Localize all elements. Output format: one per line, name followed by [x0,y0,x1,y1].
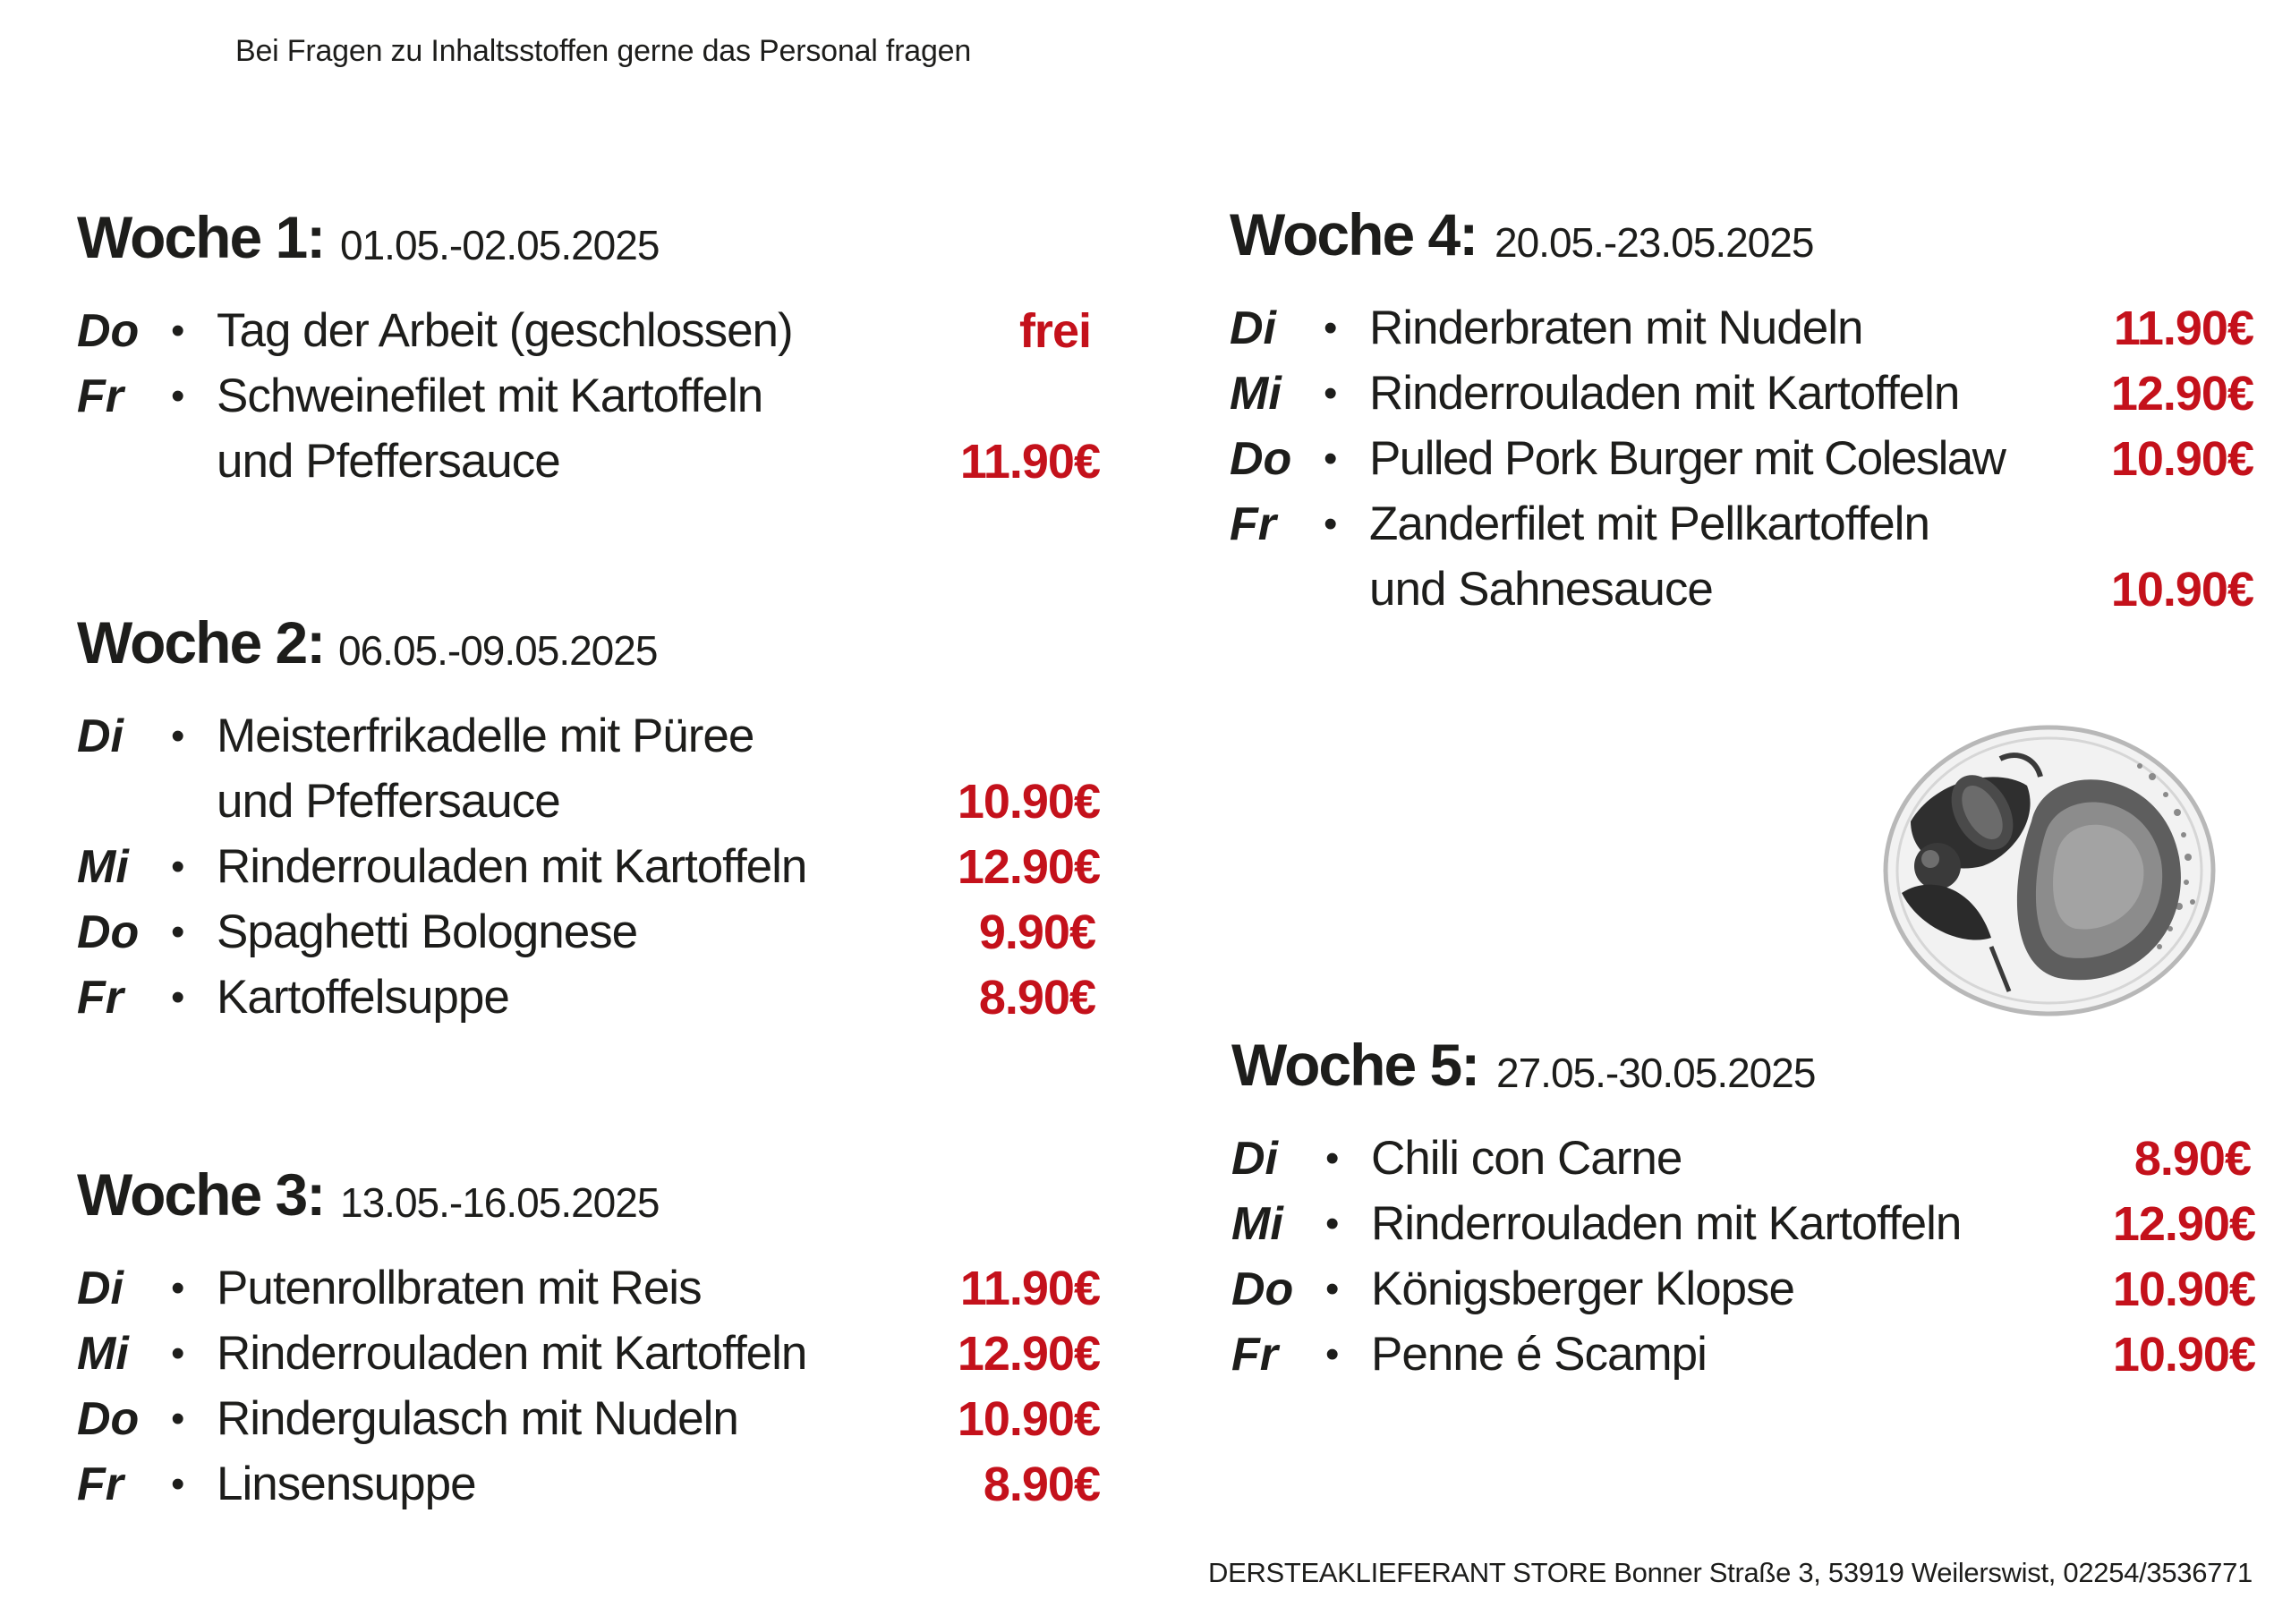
dish-name: Putenrollbraten mit Reis [217,1262,702,1314]
weekday-label: Fr [77,972,123,1024]
allergen-notice: Bei Fragen zu Inhaltsstoffen gerne das Personal fragen [235,34,972,68]
menu-row [77,365,1100,430]
weekday-label: Fr [77,1458,123,1510]
weekday-label: Mi [77,841,129,893]
menu-row [1230,428,2253,493]
weekday-label: Di [77,1263,123,1314]
dish-name: Zanderfilet mit Pellkartoffeln [1369,497,1929,550]
menu-row [1231,1323,2255,1389]
bullet-icon: • [1325,1202,1340,1246]
dish-price: frei [1018,304,1091,358]
week-date-range: 20.05.-23.05.2025 [1495,219,1814,266]
bullet-icon: • [1324,371,1338,415]
menu-row [77,836,1100,901]
dish-price: 12.90€ [2110,367,2253,421]
bullet-icon: • [171,1462,185,1506]
weekday-label: Fr [77,370,123,422]
week-header [1230,199,2253,297]
bullet-icon: • [1324,306,1338,350]
dish-name: Königsberger Klopse [1371,1263,1795,1315]
bullet-icon: • [171,1266,185,1310]
bullet-icon: • [171,975,185,1019]
dish-price: 11.90€ [959,435,1100,489]
dish-name: Rinderrouladen mit Kartoffeln [217,1327,807,1380]
weekday-label: Mi [1230,368,1282,420]
bullet-icon: • [1325,1267,1340,1311]
week-header [77,607,1100,705]
week-date-range: 06.05.-09.05.2025 [338,627,658,674]
menu-row [1230,297,2253,362]
menu-row-continuation [1230,558,2253,624]
bullet-icon: • [171,374,185,418]
bullet-icon: • [171,845,185,889]
weekday-label: Do [77,305,140,357]
weekday-label: Mi [77,1328,129,1380]
bullet-icon: • [171,714,185,758]
dish-name: Rindergulasch mit Nudeln [217,1392,738,1445]
bullet-icon: • [1324,502,1338,546]
week-4-section [1230,199,2253,624]
bullet-icon: • [1325,1136,1340,1180]
dish-name: und Pfeffersauce [217,435,560,488]
week-3-section [77,1159,1100,1518]
dish-name: Spaghetti Bolognese [217,906,638,958]
dish-price: 12.90€ [957,840,1100,894]
weekday-label: Di [1230,302,1276,354]
weekday-label: Do [77,906,140,958]
week-date-range: 27.05.-30.05.2025 [1496,1050,1816,1096]
dish-price: 12.90€ [2112,1197,2255,1251]
dish-name: und Pfeffersauce [217,775,560,828]
bullet-icon: • [1324,437,1338,480]
week-title: Woche 3: [77,1161,325,1228]
menu-row [1230,493,2253,558]
menu-row [1231,1127,2255,1193]
dish-name: Rinderbraten mit Nudeln [1369,302,1863,354]
dish-name: Linsensuppe [217,1458,476,1510]
plate-with-steak-icon [1875,723,2219,1018]
weekday-label: Mi [1231,1198,1283,1250]
dish-price: 10.90€ [957,1392,1100,1446]
dish-price: 10.90€ [957,775,1100,829]
dish-name: Rinderrouladen mit Kartoffeln [217,840,807,893]
dish-name: Meisterfrikadelle mit Püree [217,710,754,762]
menu-row [77,300,1100,365]
week-title: Woche 1: [77,204,325,270]
menu-row [77,1453,1100,1518]
dish-name: Penne é Scampi [1371,1328,1707,1381]
dish-name: Schweinefilet mit Kartoffeln [217,370,763,422]
week-1-section [77,201,1100,496]
menu-row [77,1322,1100,1388]
weekday-label: Fr [1230,498,1276,550]
dish-name: und Sahnesauce [1369,563,1713,616]
weekday-label: Do [1230,433,1292,485]
dish-price: 11.90€ [959,1262,1100,1315]
dish-price: 9.90€ [978,906,1095,959]
bullet-icon: • [1325,1332,1340,1376]
week-header [77,201,1100,300]
menu-row [1231,1193,2255,1258]
menu-row [1231,1258,2255,1323]
week-5-section [1231,1029,2255,1389]
week-date-range: 13.05.-16.05.2025 [340,1179,660,1226]
dish-name: Rinderrouladen mit Kartoffeln [1369,367,1960,420]
bullet-icon: • [171,1331,185,1375]
bullet-icon: • [171,1397,185,1441]
menu-row [77,901,1100,966]
dish-name: Chili con Carne [1371,1132,1682,1185]
dish-price: 8.90€ [2133,1132,2251,1186]
store-address-footer: DERSTEAKLIEFERANT STORE Bonner Straße 3, 53919 Weilerswist, 02254/3536771 [1207,1557,2253,1588]
bullet-icon: • [171,910,185,954]
dish-price: 8.90€ [983,1458,1100,1511]
menu-row [77,1388,1100,1453]
dish-price: 10.90€ [2112,1328,2255,1382]
week-header [77,1159,1100,1257]
menu-row-continuation [77,430,1100,496]
dish-name: Tag der Arbeit (geschlossen) [217,304,793,357]
dish-price: 11.90€ [2113,302,2253,355]
weekday-label: Di [1231,1133,1278,1185]
menu-row [77,966,1100,1032]
weekday-label: Fr [1231,1329,1278,1381]
menu-row [77,705,1100,770]
dish-price: 8.90€ [978,971,1095,1025]
bullet-icon: • [171,309,185,353]
weekday-label: Do [1231,1263,1294,1315]
menu-row [77,1257,1100,1322]
week-title: Woche 5: [1231,1032,1479,1098]
dish-name: Pulled Pork Burger mit Coleslaw [1369,432,2006,485]
week-2-section [77,607,1100,1032]
week-header [1231,1029,2255,1127]
menu-row-continuation [77,770,1100,836]
menu-row [1230,362,2253,428]
weekday-label: Do [77,1393,140,1445]
dish-price: 10.90€ [2110,563,2253,616]
dish-name: Kartoffelsuppe [217,971,509,1024]
dish-price: 10.90€ [2110,432,2253,486]
week-title: Woche 4: [1230,201,1478,268]
week-date-range: 01.05.-02.05.2025 [340,222,660,268]
dish-price: 12.90€ [957,1327,1100,1381]
week-title: Woche 2: [77,609,325,676]
dish-price: 10.90€ [2112,1263,2255,1316]
dish-name: Rinderrouladen mit Kartoffeln [1371,1197,1962,1250]
weekday-label: Di [77,710,123,762]
